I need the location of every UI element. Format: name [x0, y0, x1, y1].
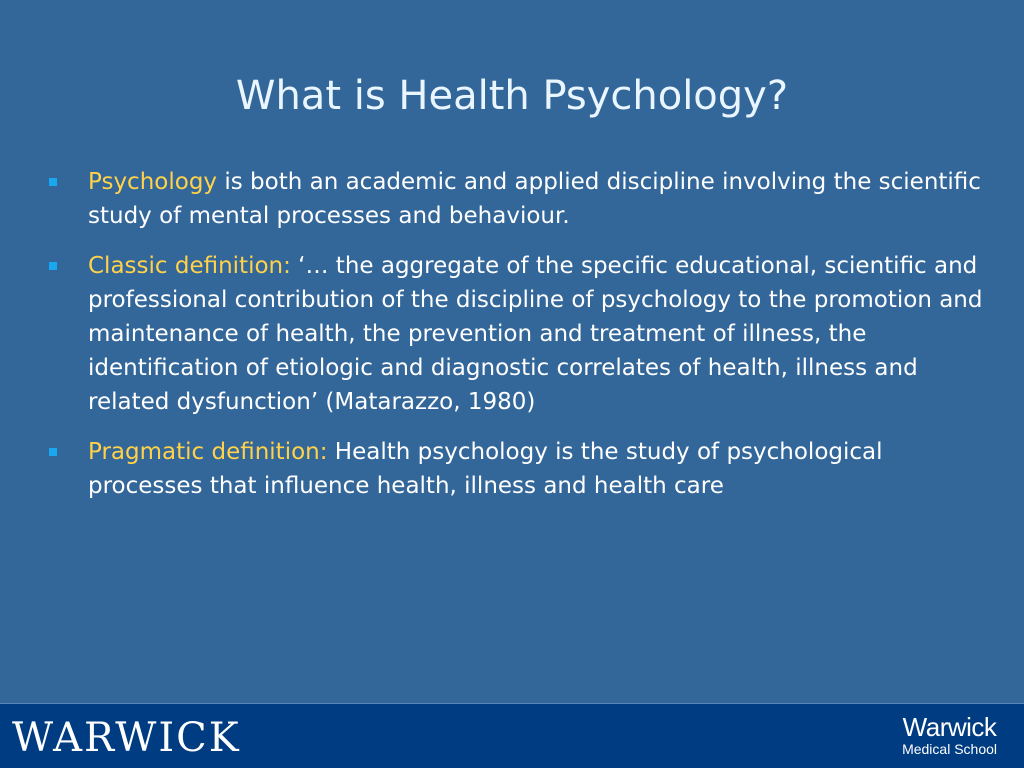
bullet-item-pragmatic-definition — [45, 435, 995, 503]
square-bullet-icon — [49, 262, 57, 270]
bullet-text: Health psychology is the study of psychological processes that influence health, illness and health care — [88, 439, 883, 499]
square-bullet-icon — [49, 448, 57, 456]
square-bullet-icon — [49, 178, 57, 186]
bullet-item-psychology — [45, 165, 995, 233]
warwick-medical-school-logo — [902, 713, 997, 757]
bullet-term: Classic definition: — [88, 253, 291, 279]
slide-title: What is Health Psychology? — [235, 73, 789, 119]
bullet-list — [45, 165, 995, 519]
logo-sub-text: Medical School — [902, 741, 997, 757]
bullet-item-classic-definition — [45, 249, 995, 419]
bullet-text: is both an academic and applied discipline involving the scientific study of mental processes and behaviour. — [88, 169, 981, 229]
bullet-term: Psychology — [88, 169, 218, 195]
logo-main-text: Warwick — [902, 712, 997, 742]
footer-bar — [0, 703, 1024, 768]
bullet-text: ‘… the aggregate of the specific educational, scientific and professional contribution of the discipline of psychology to the promotion and maintenance of health, the prevention and treatment of illness, the identification of etiologic and diagnostic correlates of health, illness and related dysfunction’ (Matarazzo, 1980) — [88, 253, 983, 415]
bullet-term: Pragmatic definition: — [88, 439, 328, 465]
warwick-logo: WARWICK — [12, 715, 241, 761]
